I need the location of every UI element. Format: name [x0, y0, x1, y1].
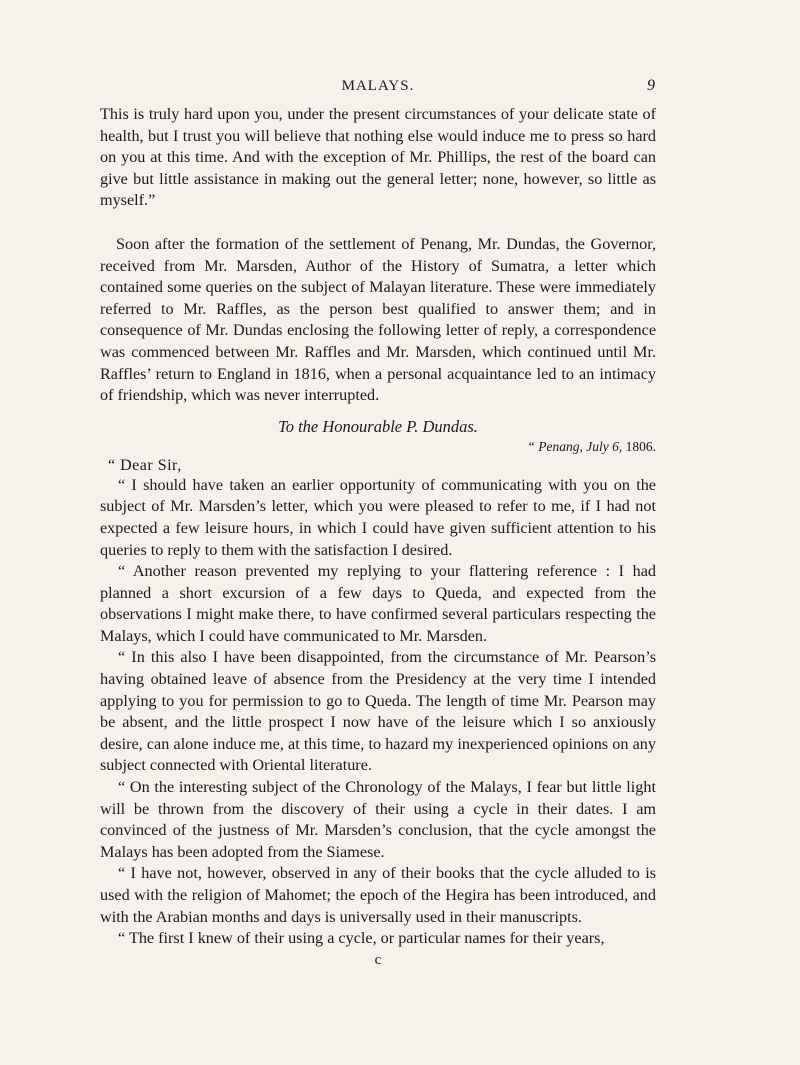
dateline-year: 1806.: [625, 438, 656, 454]
letter-dateline: [100, 438, 656, 456]
page-number: 9: [647, 77, 656, 94]
letter-paragraph: “ I have not, however, observed in any of their books that the cycle alluded to is used with the religion of Mahomet; the epoch of the Hegira has been introduced, and with the Arabian months and days is universally used in their manuscripts.: [100, 864, 656, 926]
paragraph-continuation: This is truly hard upon you, under the present circumstances of your delicate state of health, but I trust you will believe that nothing else would induce me to press so hard on you at this time. And with the exception of Mr. Phillips, the rest of the board can give but little assistance in making out the general letter; none, however, so little as myself.”: [100, 105, 656, 210]
letter-title: To the Honourable P. Dundas.: [278, 416, 478, 436]
page-header: [100, 78, 656, 104]
book-page: [100, 78, 656, 969]
letter: [100, 416, 656, 950]
letter-paragraph: “ I should have taken an earlier opportunity of communicating with you on the subject of Mr. Marsden’s letter, which you were pleased to refer to me, if I had not expected a few leisure hours, in which I could have given sufficient attention to his queries to reply to them with the satisfaction I desired.: [100, 475, 656, 559]
dateline-place: “ Penang, July 6,: [527, 438, 623, 454]
letter-salutation: “ Dear Sir,: [108, 456, 182, 474]
paragraph-narrative: Soon after the formation of the settlement of Penang, Mr. Dundas, the Governor, received from Mr. Marsden, Author of the History of Sumatra, a letter which contained some queries on the subject of Malayan literature. These were immediately referred to Mr. Raffles, as the person best qualified to answer them; and in consequence of Mr. Dundas enclosing the following letter of reply, a correspondence was commenced between Mr. Raffles and Mr. Marsden, which continued until Mr. Raffles’ return to England in 1816, when a personal acquaintance led to an intimacy of friendship, which was never interrupted.: [100, 234, 656, 405]
running-title: MALAYS.: [341, 78, 415, 94]
signature-mark: c: [374, 951, 382, 968]
letter-paragraph: “ Another reason prevented my replying to your flattering reference : I had planned a short excursion of a few days to Queda, and expected from the observations I might make there, to have confirmed several particulars respecting the Malays, which I could have communicated to Mr. Marsden.: [100, 562, 656, 645]
letter-paragraph: “ The first I knew of their using a cycle, or particular names for their years,: [118, 929, 605, 948]
letter-paragraph: “ On the interesting subject of the Chronology of the Malays, I fear but little light will be thrown from the discovery of their using a cycle in their dates. I am convinced of the justness of Mr. Marsden’s conclusion, that the cycle amongst the Malays has been adopted from the Siamese.: [100, 778, 656, 861]
letter-paragraph: “ In this also I have been disappointed, from the circumstance of Mr. Pearson’s having obtained leave of absence from the Presidency at the very time I intended applying to you for permission to go to Queda. The length of time Mr. Pearson may be absent, and the little prospect I now have of the leisure which I so anxiously desire, can alone induce me, at this time, to hazard my inexperienced opinions on any subject connected with Oriental literature.: [100, 648, 656, 775]
